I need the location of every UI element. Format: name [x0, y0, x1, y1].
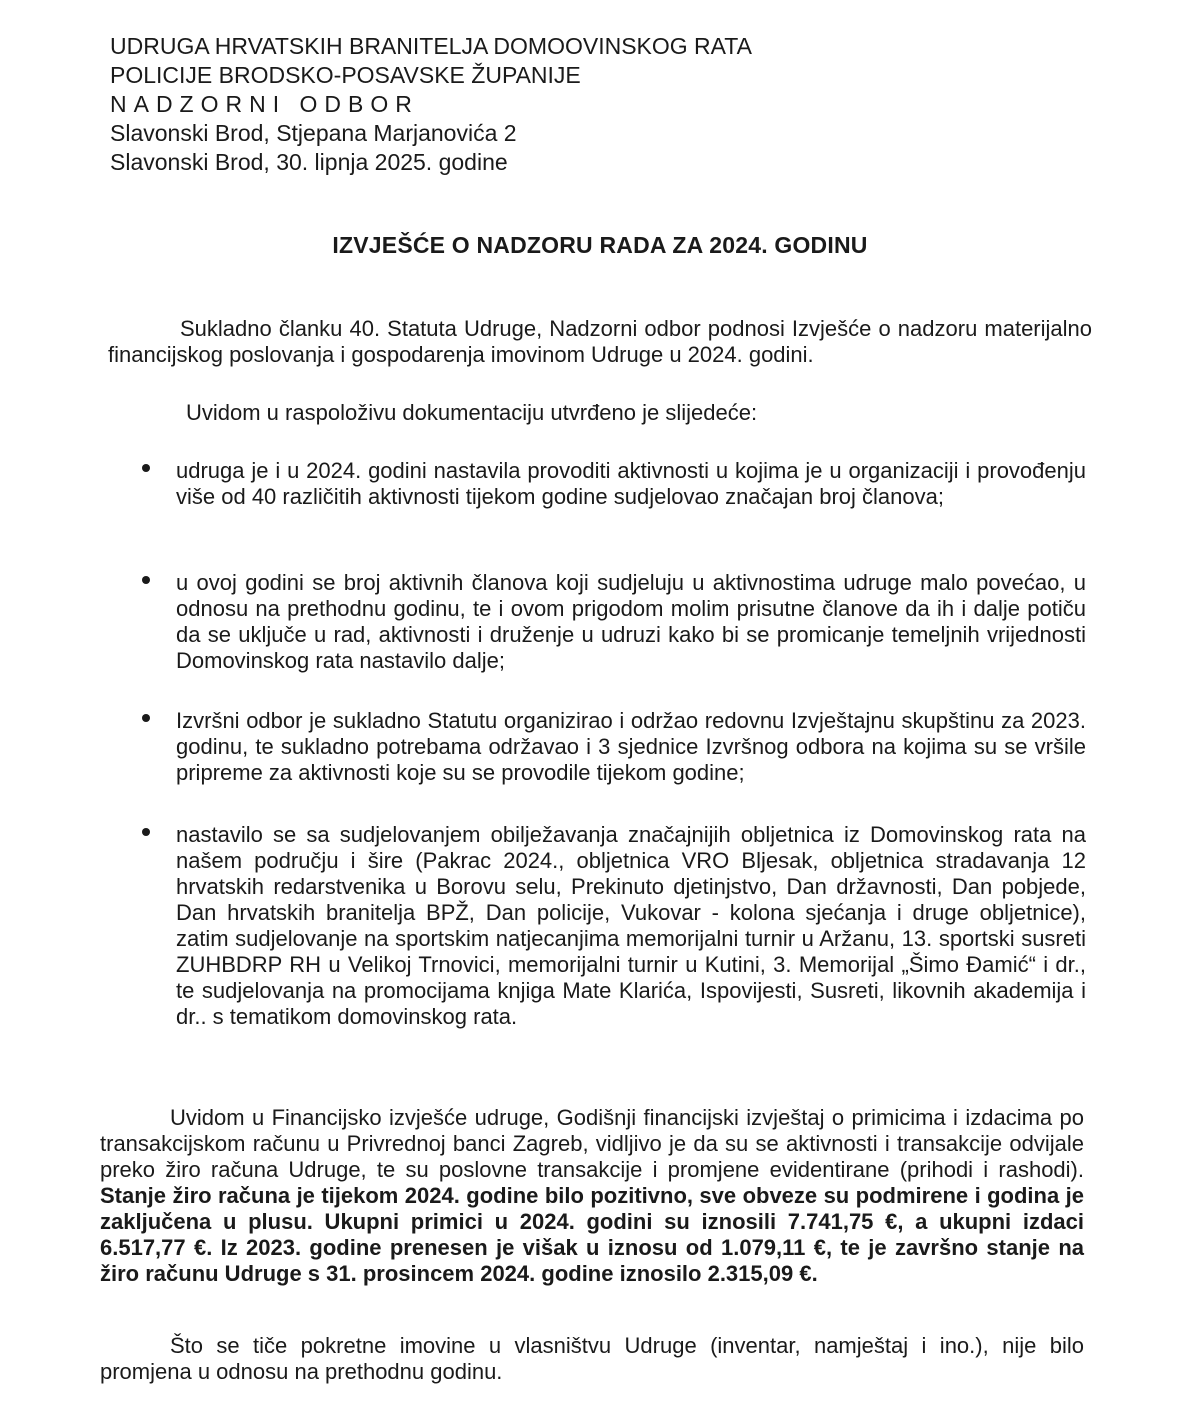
list-item-text: nastavilo se sa sudjelovanjem obilježavanja značajnijih obljetnica iz Domovinskog rata na našem području i šire (Pakrac 2024., obljetnica VRO Bljesak, obljetnica stradavanja 12 hrvatskih redarstvenika u Borovu selu, Prekinuto djetinjstvo, Dan državnosti, Dan pobjede, Dan hrvatskih branitelja BPŽ, Dan policije, Vukovar - kolona sjećanja i druge obljetnice), zatim sudjelovanje na sportskim natjecanjima memorijalni turnir u Aržanu, 13. sportski susreti ZUHBDRP RH u Velikoj Trnovici, memorijalni turnir u Kutini, 3. Memorijal „Šimo Đamić“ i dr., te sudjelovanja na promocijama knjiga Mate Klarića, Ispovijesti, Susreti, likovnih akademija i dr.. s tematikom domovinskog rata. [176, 822, 1086, 1029]
bullet-icon [142, 464, 150, 472]
bullet-icon [142, 828, 150, 836]
org-name-line1: UDRUGA HRVATSKIH BRANITELJA DOMOOVINSKOG RATA [110, 33, 752, 59]
list-item [176, 570, 1086, 674]
bullet-icon [142, 714, 150, 722]
letterhead [110, 32, 752, 177]
list-item [176, 822, 1086, 1030]
body-name: NADZORNI ODBOR [110, 91, 419, 117]
list-item [176, 458, 1086, 510]
findings-lead: Uvidom u raspoloživu dokumentaciju utvrđeno je slijedeće: [186, 400, 758, 425]
document-title: IZVJEŠĆE O NADZORU RADA ZA 2024. GODINU [332, 232, 868, 258]
address: Slavonski Brod, Stjepana Marjanovića 2 [110, 120, 517, 146]
bullet-icon [142, 576, 150, 584]
financial-paragraph [100, 1105, 1084, 1287]
list-item-text: u ovoj godini se broj aktivnih članova koji sudjeluju u aktivnostima udruge malo povećao, u odnosu na prethodnu godinu, te i ovom prigodom molim prisutne članove da ih i dalje potiču da se uključe u rad, aktivnosti i druženje u udruzi kako bi se promicanje temeljnih vrijednosti Domovinskog rata nastavilo dalje; [176, 570, 1086, 673]
financial-text: Uvidom u Financijsko izvješće udruge, Godišnji financijski izvještaj o primicima i izdacima po transakcijskom računu u Privrednoj banci Zagreb, vidljivo je da su se aktivnosti i transakcije odvijale preko žiro računa Udruge, te su poslovne transakcije i promjene evidentirane (prihodi i rashodi). [100, 1105, 1084, 1182]
list-item-text: Izvršni odbor je sukladno Statutu organizirao i održao redovnu Izvještajnu skupštinu za 2023. godinu, te sukladno potrebama održavao i 3 sjednice Izvršnog odbora na kojima su se vršile pripreme za aktivnosti koje su se provodile tijekom godine; [176, 708, 1086, 785]
financial-summary: Stanje žiro računa je tijekom 2024. godine bilo pozitivno, sve obveze su podmirene i godina je zaključena u plusu. Ukupni primici u 2024. godini su iznosili 7.741,75 €, a ukupni izdaci 6.517,77 €. Iz 2023. godine prenesen je višak u iznosu od 1.079,11 €, te je završno stanje na žiro računu Udruge s 31. prosincem 2024. godine iznosilo 2.315,09 €. [100, 1183, 1084, 1286]
list-item-text: udruga je i u 2024. godini nastavila provoditi aktivnosti u kojima je u organizaciji i provođenju više od 40 različitih aktivnosti tijekom godine sudjelovao značajan broj članova; [176, 458, 1086, 509]
list-item [176, 708, 1086, 786]
place-date: Slavonski Brod, 30. lipnja 2025. godine [110, 149, 508, 175]
intro-paragraph: Sukladno članku 40. Statuta Udruge, Nadzorni odbor podnosi Izvješće o nadzoru materijalno financijskog poslovanja i gospodarenja imovinom Udruge u 2024. godini. [108, 316, 1092, 367]
assets-paragraph: Što se tiče pokretne imovine u vlasništvu Udruge (inventar, namještaj i ino.), nije bilo promjena u odnosu na prethodnu godinu. [100, 1333, 1084, 1384]
org-name-line2: POLICIJE BRODSKO-POSAVSKE ŽUPANIJE [110, 62, 581, 88]
